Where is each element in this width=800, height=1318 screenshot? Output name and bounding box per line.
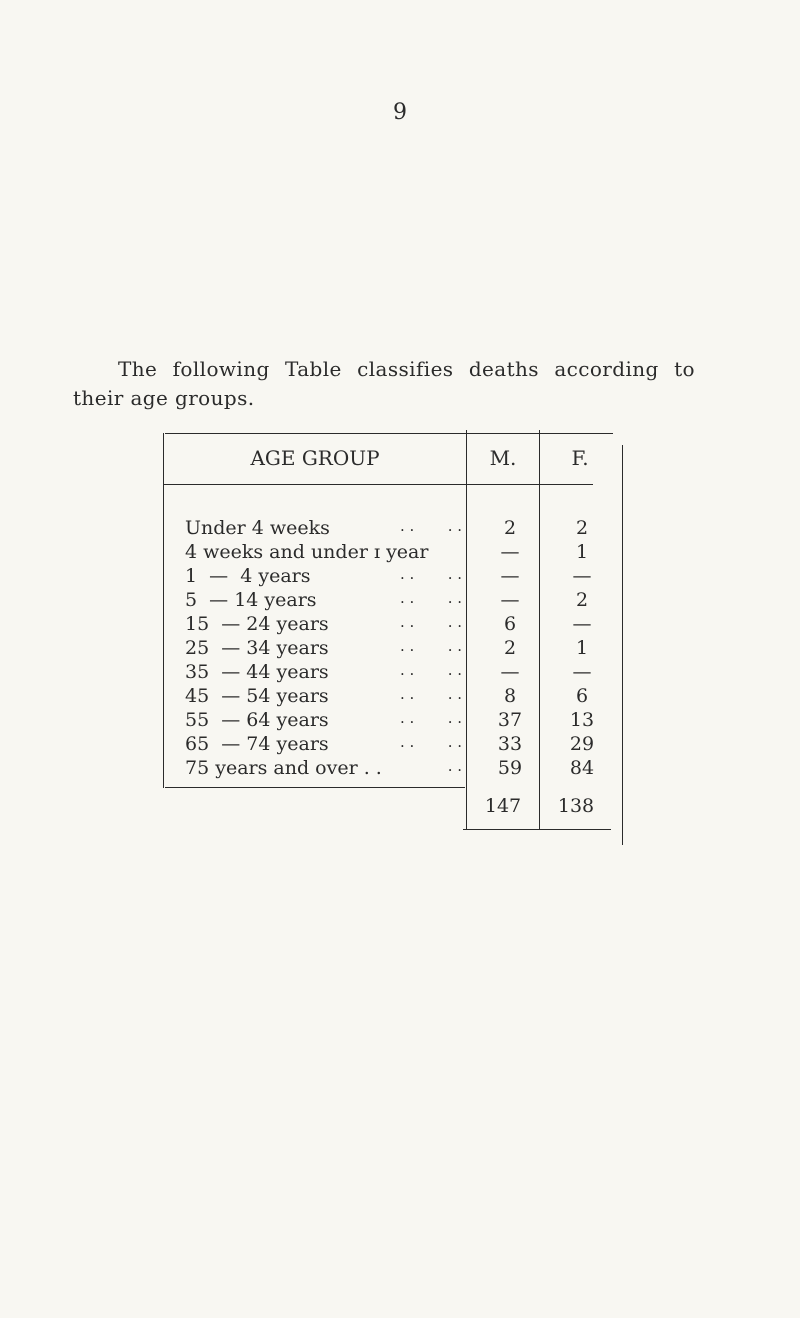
header-age-group: AGE GROUP xyxy=(250,446,380,470)
table-row xyxy=(0,637,800,660)
dot-leader-right: . . xyxy=(447,517,462,535)
intro-word: The xyxy=(118,357,158,381)
table-top-rule xyxy=(165,433,613,434)
dot-leader-left: . . xyxy=(400,661,415,679)
table-row xyxy=(0,589,800,612)
header-female: F. xyxy=(571,446,589,470)
intro-word: to xyxy=(674,357,695,381)
female-count: 2 xyxy=(575,589,589,611)
dot-leader xyxy=(400,709,462,727)
male-count: — xyxy=(500,589,520,611)
intro-line-2: their age groups. xyxy=(73,386,255,410)
table-row xyxy=(0,613,800,636)
table-row xyxy=(0,733,800,756)
header-male: M. xyxy=(489,446,517,470)
dot-leader-right: . . xyxy=(447,661,462,679)
age-group-label: Under 4 weeks xyxy=(185,517,330,539)
male-count: 37 xyxy=(497,709,523,731)
age-group-label: 15 — 24 years xyxy=(185,613,329,635)
female-count: 1 xyxy=(575,541,589,563)
dot-leader-right: . . xyxy=(447,733,462,751)
male-count: 59 xyxy=(497,757,523,779)
dot-leader xyxy=(400,733,462,751)
totals-bottom-rule xyxy=(463,829,611,830)
dot-leader xyxy=(400,685,462,703)
page-number: 9 xyxy=(393,100,407,125)
total-male: 147 xyxy=(484,795,522,817)
female-count: — xyxy=(572,613,592,635)
dot-leader-left: . . xyxy=(400,709,415,727)
male-count: 6 xyxy=(503,613,517,635)
dot-leader-left: . . xyxy=(400,637,415,655)
table-header-rule xyxy=(163,484,593,485)
table-row xyxy=(0,661,800,684)
age-group-label: 1 — 4 years xyxy=(185,565,311,587)
table-row xyxy=(0,541,800,564)
female-count: 2 xyxy=(575,517,589,539)
age-group-label: 4 weeks and under ɪ year xyxy=(185,541,429,563)
intro-word: Table xyxy=(285,357,342,381)
dot-leader-right: . . xyxy=(447,637,462,655)
age-group-label: 55 — 64 years xyxy=(185,709,329,731)
dot-leader-right: . . xyxy=(447,709,462,727)
dot-leader-right: . . xyxy=(447,589,462,607)
female-count: 6 xyxy=(575,685,589,707)
intro-word: according xyxy=(554,357,659,381)
intro-word: classifies xyxy=(357,357,454,381)
male-count: 33 xyxy=(497,733,523,755)
age-group-label: 45 — 54 years xyxy=(185,685,329,707)
table-row xyxy=(0,685,800,708)
dot-leader xyxy=(400,565,462,583)
table-row xyxy=(0,757,800,780)
table-row xyxy=(0,709,800,732)
dot-leader-right: . . xyxy=(447,685,462,703)
table-row xyxy=(0,565,800,588)
male-count: 2 xyxy=(503,637,517,659)
intro-word: following xyxy=(172,357,270,381)
age-group-label: 75 years and over . . xyxy=(185,757,382,779)
dot-leader-right: . . xyxy=(447,757,462,775)
dot-leader-left: . . xyxy=(400,685,415,703)
dot-leader-left: . . xyxy=(400,613,415,631)
age-group-label: 25 — 34 years xyxy=(185,637,329,659)
table-bottom-rule xyxy=(165,787,465,788)
male-count: 2 xyxy=(503,517,517,539)
female-count: 1 xyxy=(575,637,589,659)
male-count: — xyxy=(500,661,520,683)
dot-leader-right: . . xyxy=(447,565,462,583)
dot-leader xyxy=(400,757,462,775)
dot-leader xyxy=(400,661,462,679)
dot-leader-left: . . xyxy=(400,733,415,751)
dot-leader xyxy=(400,517,462,535)
dot-leader-left: . . xyxy=(400,517,415,535)
dot-leader xyxy=(400,637,462,655)
female-count: — xyxy=(572,565,592,587)
total-female: 138 xyxy=(557,795,595,817)
male-count: — xyxy=(500,541,520,563)
male-count: — xyxy=(500,565,520,587)
intro-word: deaths xyxy=(468,357,539,381)
dot-leader-left: . . xyxy=(400,589,415,607)
female-count: 29 xyxy=(569,733,595,755)
age-group-label: 65 — 74 years xyxy=(185,733,329,755)
dot-leader xyxy=(400,589,462,607)
age-group-label: 35 — 44 years xyxy=(185,661,329,683)
female-count: 13 xyxy=(569,709,595,731)
dot-leader-right: . . xyxy=(447,613,462,631)
male-count: 8 xyxy=(503,685,517,707)
dot-leader xyxy=(400,613,462,631)
female-count: — xyxy=(572,661,592,683)
dot-leader-left: . . xyxy=(400,565,415,583)
table-row xyxy=(0,517,800,540)
female-count: 84 xyxy=(569,757,595,779)
age-group-label: 5 — 14 years xyxy=(185,589,317,611)
